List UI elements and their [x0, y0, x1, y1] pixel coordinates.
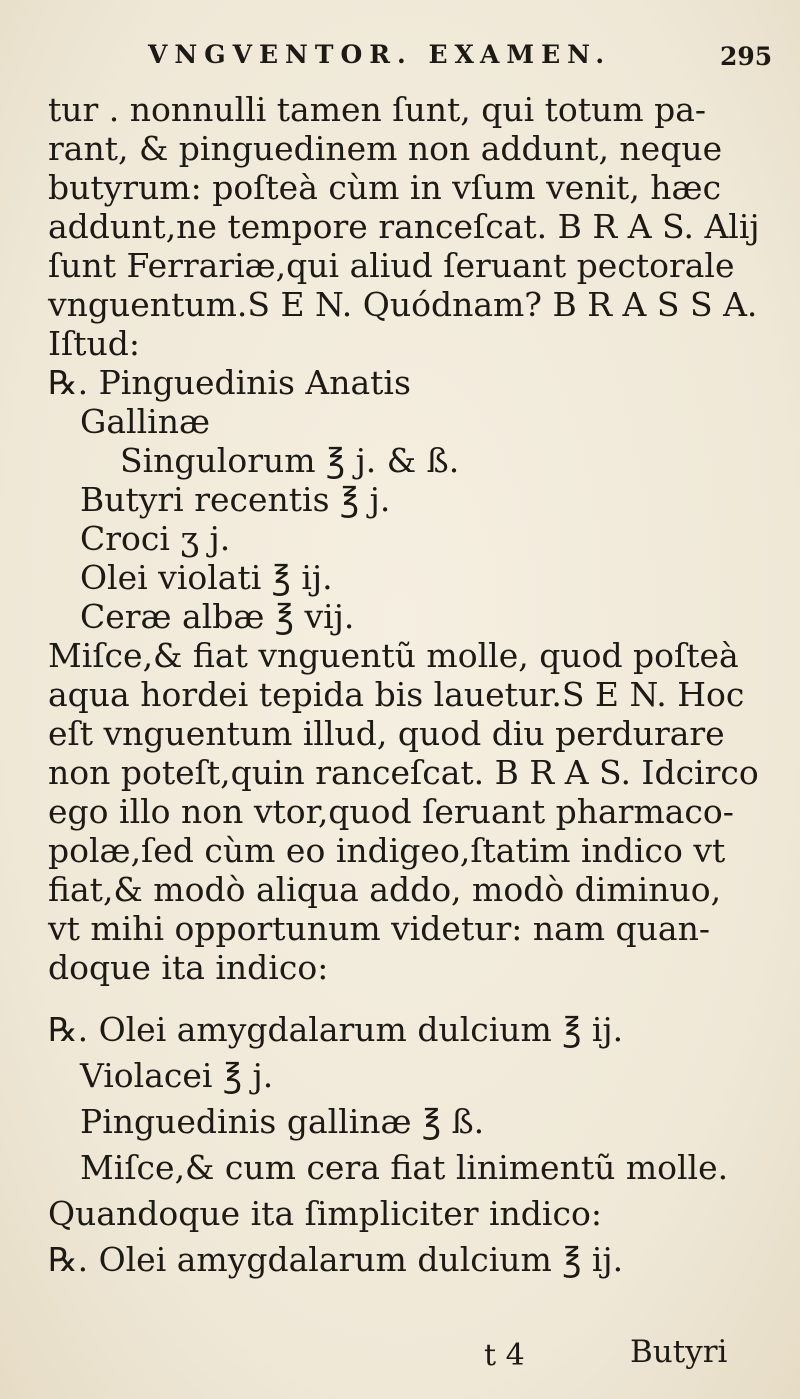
text-line: Iſtud:	[48, 324, 141, 363]
text-line: Quandoque ita ſimpliciter indico:	[48, 1194, 602, 1233]
recipe-line: ℞. Pinguedinis Anatis	[48, 363, 411, 402]
running-title: VNGVENTOR. EXAMEN.	[148, 40, 612, 69]
text-line: ego illo non vtor,quod ſeruant pharmaco-	[48, 792, 734, 831]
text-line: butyrum: poſteà cùm in vſum venit, hæc	[48, 168, 722, 207]
recipe-line: Pinguedinis gallinæ ℥ ß.	[80, 1102, 485, 1141]
recipe-line: Olei violati ℥ ij.	[80, 558, 333, 597]
text-line: polæ,ſed cùm eo indigeo,ſtatim indico vt	[48, 831, 726, 870]
text-line: tur . nonnulli tamen ſunt, qui totum pa-	[48, 90, 707, 129]
recipe-line: ℞. Olei amygdalarum dulcium ℥ ij.	[48, 1010, 624, 1049]
recipe-line: Butyri recentis ℥ j.	[80, 480, 391, 519]
text-line: doque ita indico:	[48, 948, 329, 987]
text-line: fiat,& modò aliqua addo, modò diminuo,	[48, 870, 722, 909]
text-line: eſt vnguentum illud, quod diu perdurare	[48, 714, 725, 753]
page-number: 295	[720, 42, 773, 71]
text-line: non poteſt,quin ranceſcat. B R A S. Idcirco	[48, 753, 759, 792]
text-line: Miſce,& fiat vnguentũ molle, quod poſteà	[48, 636, 739, 675]
text-line: vnguentum.S E N. Quódnam? B R A S S A.	[48, 285, 758, 324]
recipe-line: Ceræ albæ ℥ vij.	[80, 597, 355, 636]
text-line: rant, & pinguedinem non addunt, neque	[48, 129, 723, 168]
text-line: ſunt Ferrariæ,qui aliud ſeruant pectorale	[48, 246, 735, 285]
recipe-line: ℞. Olei amygdalarum dulcium ℥ ij.	[48, 1240, 624, 1279]
catchword: Butyri	[630, 1334, 728, 1370]
recipe-line: Miſce,& cum cera fiat linimentũ molle.	[80, 1148, 729, 1187]
recipe-line: Gallinæ	[80, 402, 210, 441]
text-line: aqua hordei tepida bis lauetur.S E N. Hoc	[48, 675, 745, 714]
recipe-line: Singulorum ℥ j. & ß.	[120, 441, 460, 480]
text-line: vt mihi opportunum videtur: nam quan-	[48, 909, 711, 948]
recipe-line: Croci ʒ j.	[80, 519, 231, 558]
recipe-line: Violacei ℥ j.	[80, 1056, 274, 1095]
signature-mark: t 4	[484, 1338, 525, 1373]
text-line: addunt,ne tempore ranceſcat. B R A S. Alij	[48, 207, 760, 246]
